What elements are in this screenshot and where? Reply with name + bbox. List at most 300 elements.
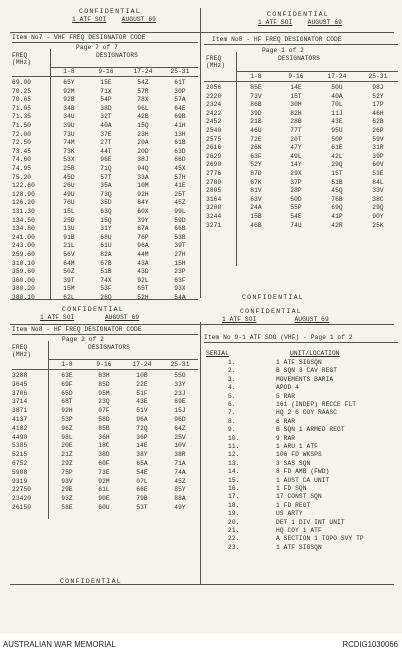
- item8b-designator-cell: 69E: [174, 398, 186, 406]
- item8a-designator-cell: 59V: [372, 135, 384, 143]
- item8b-designator-cell: 18C: [98, 442, 110, 450]
- item8b-designator-cell: 58D: [98, 416, 110, 423]
- item9-serial-cell: 16.: [228, 485, 240, 492]
- item8a-designator-cell: 72E: [250, 135, 262, 143]
- item7-designator-cell: 69B: [174, 113, 186, 121]
- item8a-freq-label: FREQ: [206, 55, 222, 62]
- item7-designator-cell: 96E: [100, 156, 112, 164]
- item8b-designator-cell: 53P: [61, 416, 73, 423]
- item8b-header-rule: [48, 359, 198, 360]
- archive-reference: RCDIG1030066: [342, 640, 398, 649]
- item8b-soi-line: [40, 314, 190, 321]
- item8a-designator-cell: 46H: [372, 109, 384, 117]
- item8b-designator-cell: 73E: [98, 468, 110, 476]
- item8a-designator-cell: 30H: [290, 101, 302, 109]
- archive-name: AUSTRALIAN WAR MEMORIAL: [3, 640, 116, 649]
- item8a-designator-cell: 61E: [331, 144, 343, 152]
- item8a-designator-cell: 46U: [250, 127, 262, 134]
- item9-unit-cell: 1 FD REGT: [276, 501, 311, 509]
- item8b-col-header: 1-8: [61, 361, 73, 368]
- item8b-designator-cell: 85D: [98, 380, 110, 388]
- item9-serial-cell: 2.: [228, 367, 236, 375]
- item7-designator-cell: 63Q: [100, 208, 112, 215]
- item8a-designator-cell: 42L: [331, 152, 343, 160]
- item7-designator-cell: 66B: [174, 225, 186, 233]
- item7-designator-cell: 73U: [63, 130, 75, 138]
- item8b-freq-cell: 6752: [12, 460, 28, 467]
- bottom-left-classification: CONFIDENTIAL: [60, 578, 122, 585]
- item7-designator-cell: 82A: [100, 251, 112, 258]
- item9-serial-cell: 7.: [228, 409, 236, 417]
- item9-serial-cell: 4.: [228, 384, 236, 392]
- item7-designator-cell: 57H: [174, 173, 186, 181]
- item8b-designator-cell: 45Z: [174, 477, 186, 485]
- item7-designator-cell: 10M: [137, 182, 149, 190]
- item8b-designator-cell: 63E: [61, 372, 73, 379]
- item7-designator-cell: 43A: [137, 259, 149, 267]
- item8b-freq-cell: 5385: [12, 442, 28, 450]
- item8b-designator-cell: 36H: [98, 433, 110, 441]
- item8b-freq-cell: 4490: [12, 433, 28, 441]
- item8a-designator-cell: 50P: [331, 135, 343, 143]
- item8a-freq-cell: 2324: [206, 101, 222, 109]
- item8a-designator-cell: 29X: [290, 170, 302, 177]
- item7-freq-cell: 128.90: [12, 190, 35, 198]
- item7-designator-cell: 49U: [63, 190, 75, 198]
- item8a-header-rule: [236, 71, 398, 72]
- item7-designator-cell: 54Z: [137, 79, 149, 86]
- item7-freq-cell: 71.05: [12, 104, 32, 112]
- item7-col-header: 17-24: [133, 68, 153, 75]
- item9-serial-cell: 17.: [228, 493, 240, 501]
- item7-designator-cell: 13H: [174, 130, 186, 138]
- item7-designator-cell: 64M: [63, 259, 75, 267]
- item8b-freq-cell: 4137: [12, 416, 28, 423]
- item9-serial-cell: 9.: [228, 426, 236, 434]
- item8b-designator-cell: 96A: [136, 416, 148, 423]
- item9-serial-cell: 23.: [228, 543, 240, 551]
- item7-designator-cell: 51B: [100, 268, 112, 276]
- item7-designator-cell: 32T: [100, 113, 112, 121]
- item9-unit-cell: 3 SAS SQN: [276, 459, 311, 467]
- item8b-designator-cell: 64Z: [174, 424, 186, 432]
- item8a-designator-cell: 39P: [372, 152, 384, 160]
- item8b-title-rule: [12, 334, 198, 335]
- item9-serial-cell: 18.: [228, 501, 240, 509]
- item8b-designator-cell: 36P: [136, 433, 148, 441]
- item8a-freq-cell: 2805: [206, 187, 222, 195]
- item8b-designator-cell: 75P: [61, 468, 73, 476]
- item9-unit-cell: US ARTY: [276, 510, 303, 518]
- item7-designator-cell: 73Q: [100, 190, 112, 198]
- item8b-designator-cell: 71A: [174, 460, 186, 467]
- center-divider-bottom: [200, 322, 201, 584]
- item7-designator-cell: 66D: [174, 156, 186, 164]
- item8b-col-header: 25-31: [170, 361, 190, 368]
- item8b-designator-cell: 96D: [174, 416, 186, 423]
- item8b-designator-cell: 23Q: [98, 398, 110, 406]
- item8b-designator-cell: 85B: [98, 424, 110, 432]
- item7-designator-cell: 35D: [100, 199, 112, 207]
- item8a-designator-cell: 53E: [372, 170, 384, 177]
- right-mid-classification: CONFIDENTIAL: [242, 294, 304, 301]
- item9-serial-cell: 11.: [228, 443, 240, 450]
- item7-designator-cell: 76P: [137, 233, 149, 241]
- item9-serial-cell: 21.: [228, 527, 240, 534]
- item8a-designator-cell: 81V: [250, 187, 262, 195]
- item8b-freq-unit: (MHz): [12, 351, 32, 358]
- item8a-freq-cell: 2056: [206, 84, 222, 91]
- item8b-page: Page 2 of 2: [62, 336, 104, 343]
- item8b-designator-cell: 51F: [136, 389, 148, 397]
- item8a-designator-cell: 21B: [250, 118, 262, 126]
- item8b-designator-cell: 10B: [136, 372, 148, 379]
- item8a-designator-cell: 51B: [331, 178, 343, 186]
- item7-col-header: 9-16: [98, 68, 114, 75]
- item7-designator-cell: 94Q: [137, 165, 149, 172]
- item7-freq-cell: 75.20: [12, 173, 32, 181]
- item8a-designator-cell: 43E: [331, 118, 343, 126]
- item8b-designators-label: DESIGNATORS: [88, 344, 130, 351]
- item7-designator-cell: 33A: [137, 173, 149, 181]
- item8a-designator-cell: 69Q: [331, 204, 343, 212]
- item8a-designator-cell: 40A: [331, 92, 343, 100]
- item7-designator-cell: 54P: [100, 96, 112, 104]
- item9-serial-cell: 8.: [228, 417, 236, 425]
- item9-unit-cell: 1 ATF SIGSQN: [276, 359, 322, 366]
- item7-designator-cell: 44M: [137, 251, 149, 258]
- item7-designator-cell: 71Q: [100, 165, 112, 172]
- item7-freq-cell: 359.60: [12, 268, 35, 276]
- item7-designator-cell: 39T: [63, 276, 75, 284]
- item7-freq-cell: 388.10: [12, 294, 35, 301]
- item8a-designator-cell: 52Y: [372, 92, 384, 100]
- item8b-designator-cell: 54E: [136, 468, 148, 476]
- item8a-freq-cell: 2540: [206, 127, 222, 134]
- item8a-designator-cell: 38C: [372, 195, 384, 203]
- item8b-freq-cell: 9319: [12, 477, 28, 485]
- item7-freq-cell: 72.00: [12, 130, 32, 138]
- item9-serial-cell: 15.: [228, 476, 240, 484]
- item7-designator-cell: 74M: [63, 139, 75, 147]
- item8b-designator-cell: 92H: [61, 407, 73, 415]
- item7-designator-cell: 57A: [174, 96, 186, 104]
- item7-designator-cell: 74X: [100, 276, 112, 284]
- item8a-designator-cell: 90Y: [372, 213, 384, 220]
- item8a-designator-cell: 15T: [331, 170, 343, 177]
- item8b-designator-cell: 51V: [136, 407, 148, 415]
- item8a-designator-cell: 63V: [250, 195, 262, 203]
- item8a-designator-cell: 60V: [372, 161, 384, 169]
- item8b-designator-cell: 95M: [98, 389, 110, 397]
- item8b-designator-cell: 72Q: [136, 424, 148, 432]
- item7-freq-cell: 74.60: [12, 156, 32, 164]
- item9-soi-line: [222, 316, 392, 323]
- item8a-freq-cell: 3200: [206, 204, 222, 212]
- left-date: AUGUST 69: [121, 16, 156, 23]
- item8b-designator-cell: 93Z: [61, 495, 73, 503]
- item8a-freq-cell: 2780: [206, 178, 222, 186]
- item8a-designator-cell: 39D: [250, 109, 262, 117]
- item8b-freq-cell: 5215: [12, 451, 28, 459]
- item9-unit-cell: 1 FD SQN: [276, 485, 307, 492]
- item9-unit-cell: B SQN 1 ARMED REGT: [276, 426, 345, 434]
- item8b-designator-cell: 43E: [136, 398, 148, 406]
- item8b-designator-cell: 49Y: [174, 504, 186, 511]
- item7-freq-cell: 71.35: [12, 113, 32, 121]
- item8a-designator-cell: 11J: [331, 109, 343, 117]
- item8a-designator-cell: 85E: [250, 84, 262, 91]
- item9-unit-cell: 161 (INDEP) RECCE FLT: [276, 401, 357, 408]
- item8a-designator-cell: 24A: [250, 204, 262, 212]
- item7-designator-cell: 56V: [63, 251, 75, 258]
- item7-designator-cell: 30P: [174, 87, 186, 95]
- item7-designator-cell: 73K: [63, 147, 75, 155]
- item8b-freq-cell: 3645: [12, 380, 28, 388]
- item9-serial-cell: 20.: [228, 518, 240, 526]
- left-mid-classification: CONFIDENTIAL: [62, 306, 124, 313]
- item9-serial-cell: 6.: [228, 401, 236, 408]
- item7-designator-cell: 38J: [137, 156, 149, 164]
- item7-designator-cell: 99L: [174, 208, 186, 215]
- item8a-designators-label: DESIGNATORS: [278, 55, 320, 62]
- item8b-col-header: 9-16: [96, 361, 112, 368]
- item8b-designator-cell: 20E: [61, 442, 73, 450]
- item7-designator-cell: 34U: [63, 113, 75, 121]
- item8b-freq-cell: 3714: [12, 398, 28, 406]
- item8b-designator-cell: 58E: [61, 504, 73, 511]
- item8a-freq-cell: 2690: [206, 161, 222, 169]
- item7-freq-cell: 71.50: [12, 122, 32, 129]
- item8b-designator-cell: 61L: [98, 486, 110, 494]
- item8b-designator-cell: 69F: [61, 380, 73, 388]
- item9-title: Item No 9-1 ATF SDG (VHF) - Page 1 of 2: [204, 334, 353, 341]
- item7-freq-cell: 134.50: [12, 216, 35, 224]
- item7-designator-cell: 43D: [137, 268, 149, 276]
- mid-rule: [10, 324, 394, 325]
- item7-freq-cell: 73.45: [12, 147, 32, 155]
- item9-serial-cell: 13.: [228, 459, 240, 467]
- item7-designator-cell: 41H: [174, 122, 186, 129]
- item8b-designator-cell: 55G: [174, 372, 186, 379]
- item7-designator-cell: 92B: [63, 96, 75, 104]
- item9-classification: CONFIDENTIAL: [240, 308, 302, 315]
- item7-designator-cell: 39Y: [137, 216, 149, 224]
- item7-designator-cell: 61B: [174, 139, 186, 147]
- item7-freq-cell: 360.00: [12, 276, 35, 284]
- item8a-designator-cell: 82H: [290, 109, 302, 117]
- item7-freq-cell: 69.00: [12, 79, 32, 86]
- item9-serial-cell: 22.: [228, 535, 240, 543]
- item7-designator-cell: 61U: [100, 242, 112, 250]
- item8a-designator-cell: 67K: [250, 178, 262, 186]
- item7-designator-cell: 68U: [100, 233, 112, 241]
- item8a-designator-cell: 26P: [372, 127, 384, 134]
- item8b-designator-cell: 65A: [136, 460, 148, 467]
- left-unit: 1 ATF SOI: [72, 16, 107, 23]
- item8b-designator-cell: 14E: [136, 442, 148, 450]
- center-divider-top: [200, 8, 201, 298]
- item7-col-header: 1-8: [63, 68, 75, 75]
- item8b-freq-cell: 26150: [12, 504, 32, 511]
- item7-designator-cell: 57R: [137, 87, 149, 95]
- item8b-designator-cell: 68T: [61, 398, 73, 406]
- item7-freq-cell: 131.30: [12, 208, 35, 215]
- item8a-freq-cell: 3164: [206, 195, 222, 203]
- item9-title-rule: [204, 342, 398, 343]
- item8a-freq-cell: 2629: [206, 152, 222, 160]
- item8b-freq-cell: 3288: [12, 372, 28, 379]
- item8b-designator-cell: 83H: [98, 372, 110, 379]
- item8a-freq-cell: 2776: [206, 170, 222, 177]
- item8b-designator-cell: 38R: [174, 451, 186, 459]
- item8a-designator-cell: 52Y: [250, 161, 262, 169]
- right-date: AUGUST 69: [307, 19, 342, 26]
- item8a-designator-cell: 37P: [290, 178, 302, 186]
- item8a-freq-cell: 2452: [206, 118, 222, 126]
- item8a-designator-cell: 28P: [290, 187, 302, 195]
- item7-designator-cell: 13U: [63, 225, 75, 233]
- item8b-freq-cell: 4182: [12, 424, 28, 432]
- item8a-designator-cell: 87D: [250, 170, 262, 177]
- item8b-designator-cell: 92M: [98, 477, 110, 485]
- item8b-freq-cell: 3871: [12, 407, 28, 415]
- item7-designator-cell: 26U: [63, 182, 75, 190]
- item7-designator-cell: 71X: [100, 87, 112, 95]
- item7-designator-cell: 20D: [137, 147, 149, 155]
- item9-unit-cell: MOVEMENTS BARIA: [276, 375, 334, 383]
- item8a-freq-cell: 2422: [206, 109, 222, 117]
- item8a-designator-cell: 17P: [372, 101, 384, 109]
- item7-designator-cell: 34B: [63, 104, 75, 112]
- item7-designator-cell: 15L: [63, 208, 75, 215]
- item7-freq-cell: 122.60: [12, 182, 35, 190]
- item8a-col-header: 25-31: [368, 73, 388, 80]
- item7-designator-cell: 84Y: [137, 199, 149, 207]
- item7-freq-cell: 310.10: [12, 259, 35, 267]
- item7-designator-cell: 31Y: [100, 225, 112, 233]
- item8a-designator-cell: 41P: [331, 213, 343, 220]
- item8b-freq-label: FREQ: [12, 344, 28, 351]
- right-classification: CONFIDENTIAL: [267, 11, 329, 18]
- item7-designator-cell: 53F: [100, 285, 112, 293]
- item8b-designator-cell: 66E: [136, 486, 148, 494]
- item8a-designator-cell: 14E: [290, 84, 302, 91]
- item7-designator-cell: 26Q: [100, 294, 112, 301]
- item8a-designator-cell: 47Y: [290, 144, 302, 152]
- item8a-designator-cell: 49L: [290, 152, 302, 160]
- item7-freq-label: FREQ: [12, 52, 28, 59]
- item8b-freq-cell: 23420: [12, 495, 32, 503]
- item9-unit-cell: APOD 4: [276, 384, 299, 392]
- item7-designator-cell: 45Z: [174, 199, 186, 207]
- item8a-designator-cell: 86B: [250, 101, 262, 109]
- item9-unit-cell: 9 RAR: [276, 434, 296, 442]
- item7-designator-cell: 15Q: [137, 122, 149, 129]
- item9-serial-cell: 10.: [228, 434, 240, 442]
- item7-freq-cell: 259.60: [12, 251, 35, 258]
- item8a-designator-cell: 29Q: [331, 161, 343, 169]
- item7-designator-cell: 93X: [174, 285, 186, 293]
- item7-designator-cell: 25T: [174, 190, 186, 198]
- item8a-designator-cell: 74U: [290, 221, 302, 229]
- item8a-designator-cell: 54E: [290, 213, 302, 220]
- item9-serial-cell: 19.: [228, 510, 240, 518]
- item7-freq-cell: 380.20: [12, 285, 35, 293]
- item8a-designator-cell: 29Q: [372, 204, 384, 212]
- item7-designator-cell: 39T: [174, 242, 186, 250]
- item8b-freq-cell: 3706: [12, 389, 28, 397]
- item7-designator-cell: 64E: [174, 104, 186, 112]
- item7-designator-cell: 92H: [137, 190, 149, 198]
- item8a-freq-cell: 3271: [206, 221, 222, 229]
- item8b-designator-cell: 29Z: [61, 460, 73, 467]
- item8a-designator-cell: 50D: [290, 195, 302, 203]
- item8b-designator-cell: 07F: [98, 407, 110, 415]
- item7-designator-cell: 96L: [137, 104, 149, 112]
- item9-serial-cell: 1.: [228, 359, 236, 366]
- item7-designator-cell: 21L: [63, 242, 75, 250]
- item7-designator-cell: 53B: [174, 233, 186, 241]
- item9-unit-cell: 5 RAR: [276, 392, 296, 400]
- item7-page: Page 7 of 7: [76, 44, 118, 51]
- item7-col-header: 25-31: [170, 68, 190, 75]
- item7-title-rule: [12, 42, 198, 43]
- item9-unit-cell: B SQN 3 CAV REGT: [276, 367, 338, 375]
- right-unit: 1 ATF SOI: [258, 19, 293, 26]
- item8b-col-header: 17-24: [132, 361, 152, 368]
- item8a-title: Item No8 - HF FREQ DESIGNATOR CODE: [212, 36, 342, 43]
- item9-serial-cell: 14.: [228, 468, 240, 476]
- item8a-designator-cell: 76B: [331, 195, 343, 203]
- item7-bottom-rule: [10, 299, 198, 300]
- item7-title: Item No7 - VHF FREQ DESIGNATOR CODE: [12, 34, 146, 41]
- item7-designator-cell: 59D: [174, 216, 186, 224]
- item8b-designator-cell: 90E: [98, 495, 110, 503]
- item8a-freq-cell: 2220: [206, 92, 222, 100]
- item9-serial-label: SERIAL: [206, 350, 229, 357]
- item7-designator-cell: 91B: [63, 233, 75, 241]
- item9-unit-cell: DET 1 DIV INT UNIT: [276, 518, 345, 526]
- item8b-designator-cell: 25V: [174, 433, 186, 441]
- item7-freq-cell: 74.95: [12, 165, 32, 172]
- item8a-designator-cell: 55P: [290, 204, 302, 212]
- item7-freq-unit: (MHz): [12, 59, 32, 66]
- item8b-col-rule: [12, 369, 198, 370]
- item7-designator-cell: 15H: [174, 259, 186, 267]
- item7-designator-cell: 67B: [100, 259, 112, 267]
- item7-designator-cell: 38D: [100, 104, 112, 112]
- item8a-designator-cell: 15T: [290, 92, 302, 100]
- item7-freq-cell: 126.20: [12, 199, 35, 207]
- item8a-designator-cell: 25K: [372, 221, 384, 229]
- item8b-designator-cell: 79B: [136, 495, 148, 503]
- item7-designator-cell: 25B: [63, 165, 75, 172]
- item9-unit-cell: 1 AUST CA UNIT: [276, 476, 330, 484]
- item8b-designator-cell: 38Y: [136, 451, 148, 459]
- item8b-designator-cell: 65D: [61, 389, 73, 397]
- item8b-designator-cell: 23J: [174, 389, 186, 397]
- item7-col-rule: [12, 76, 198, 77]
- item8a-designator-cell: 31R: [372, 144, 384, 152]
- item9-unit-cell: 1 ATF SIGSQN: [276, 543, 322, 551]
- item8b-designator-cell: 88A: [174, 495, 186, 503]
- item8b-designator-cell: 33Y: [174, 380, 186, 388]
- item8a-designator-cell: 63F: [250, 152, 262, 160]
- item7-designator-cell: 40A: [100, 122, 112, 129]
- item9-unit-cell: 17 CONST SQN: [276, 493, 322, 501]
- item7-designator-cell: 54A: [174, 294, 186, 301]
